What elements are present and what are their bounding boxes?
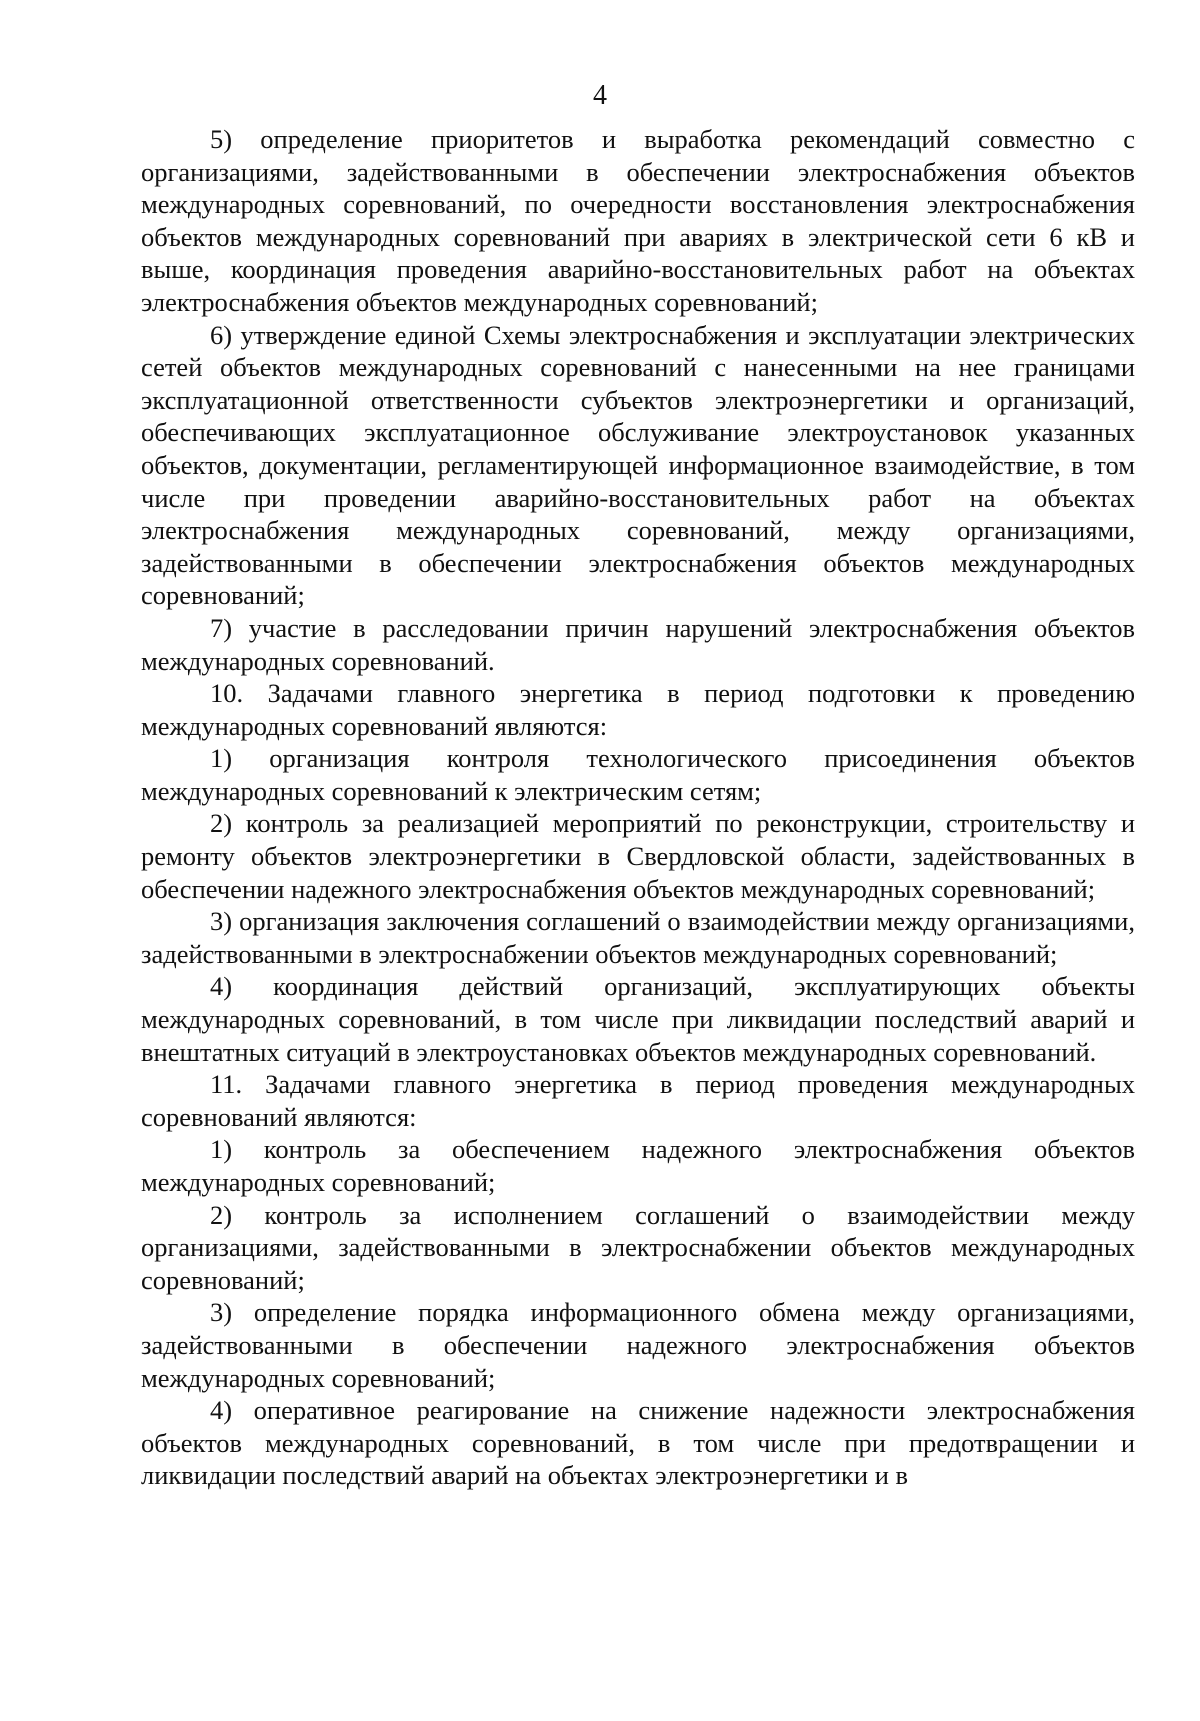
document-body [141, 123, 1135, 1492]
paragraph-section-10-item-4: 4) координация действий организаций, эксплуатирующих объекты международных соревнований, в том числе при ликвидации последствий аварий и внештатных ситуаций в электроустановках объектов международных соревнований. [141, 971, 1135, 1067]
paragraph-section-10-item-2: 2) контроль за реализацией мероприятий по реконструкции, строительству и ремонту объектов электроэнергетики в Свердловской области, задействованных в обеспечении надежного электроснабжения объектов международных соревнований; [141, 808, 1135, 904]
paragraph-section-11: 11. Задачами главного энергетика в период проведения международных соревнований являются: [141, 1069, 1135, 1132]
paragraph-item-7: 7) участие в расследовании причин нарушений электроснабжения объектов международных соревнований. [141, 612, 1135, 676]
paragraph-section-11-item-1: 1) контроль за обеспечением надежного электроснабжения объектов международных соревнований; [141, 1134, 1135, 1197]
page-number: 4 [593, 80, 607, 111]
paragraph-section-10: 10. Задачами главного энергетика в период подготовки к проведению международных соревнований являются: [141, 678, 1135, 741]
paragraph-section-11-item-2: 2) контроль за исполнением соглашений о взаимодействии между организациями, задействованными в электроснабжении объектов международных соревнований; [141, 1199, 1135, 1295]
paragraph-section-10-item-1: 1) организация контроля технологического присоединения объектов международных соревнований к электрическим сетям; [141, 743, 1135, 806]
paragraph-item-5: 5) определение приоритетов и выработка рекомендаций совместно с организациями, задействованными в обеспечении электроснабжения объектов международных соревнований, по очередности восстановления электроснабжения объектов международных соревнований при авариях в электрической сети 6 кВ и выше, координация проведения аварийно-восстановительных работ на объектах электроснабжения объектов международных соревнований; [141, 124, 1135, 317]
paragraph-section-10-item-3: 3) организация заключения соглашений о взаимодействии между организациями, задействованными в электроснабжении объектов международных соревнований; [141, 906, 1135, 969]
paragraph-section-11-item-3: 3) определение порядка информационного обмена между организациями, задействованными в обеспечении надежного электроснабжения объектов международных соревнований; [141, 1297, 1135, 1393]
paragraph-section-11-item-4: 4) оперативное реагирование на снижение надежности электроснабжения объектов международных соревнований, в том числе при предотвращении и ликвидации последствий аварий на объектах электроэнергетики и в [141, 1395, 1135, 1491]
paragraph-item-6: 6) утверждение единой Схемы электроснабжения и эксплуатации электрических сетей объектов международных соревнований с нанесенными на нее границами эксплуатационной ответственности субъектов электроэнергетики и организаций, обеспечивающих эксплуатационное обслуживание электроустановок указанных объектов, документации, регламентирующей информационное взаимодействие, в том числе при проведении аварийно-восстановительных работ на объектах электроснабжения международных соревнований, между организациями, задействованными в обеспечении электроснабжения объектов международных соревнований; [141, 319, 1135, 611]
